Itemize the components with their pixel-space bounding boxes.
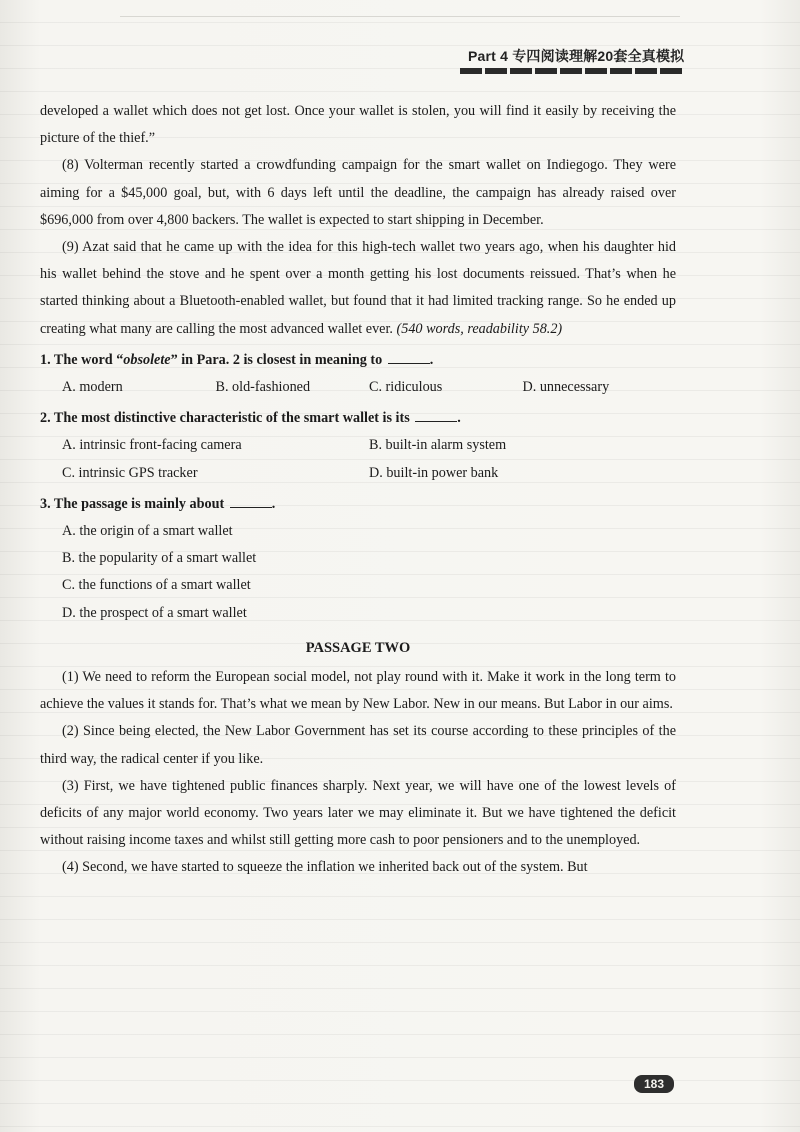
question-2-options-row-1 bbox=[40, 432, 676, 459]
passage-two-title: PASSAGE TWO bbox=[305, 639, 411, 656]
question-2-end: . bbox=[457, 410, 461, 427]
option: C. intrinsic GPS tracker bbox=[62, 464, 198, 481]
stats-note: (540 words, readability 58.2) bbox=[396, 320, 563, 337]
option: B. old-fashioned bbox=[215, 379, 311, 396]
question-1-keyword: obsolete bbox=[123, 351, 171, 368]
answer-blank bbox=[415, 409, 457, 422]
paragraph-9-text: (9) Azat said that he came up with the idea for this high-tech wallet two years ago, when his daughter hid his wallet behind the stove and he spent over a month getting his lost documents reissued. That’s when he started thinking about a Bluetooth-enabled wallet, but found that it had limited tracking range. So he ended up creating what many are calling the most advanced wallet ever. bbox=[40, 239, 676, 337]
passage-two-paragraph-4: (4) Second, we have started to squeeze the inflation we inherited back out of the system. But bbox=[62, 859, 588, 876]
question-2-options-row-2 bbox=[40, 460, 676, 487]
option: B. the popularity of a smart wallet bbox=[62, 550, 257, 567]
question-1-options bbox=[40, 374, 676, 401]
option: C. the functions of a smart wallet bbox=[62, 577, 251, 594]
question-3-end: . bbox=[271, 495, 276, 512]
top-edge-line bbox=[120, 16, 680, 17]
answer-blank bbox=[230, 495, 272, 508]
question-1-prefix: 1. The word “ bbox=[40, 351, 124, 368]
paragraph-continued: developed a wallet which does not get lost. Once your wallet is stolen, you will find it easily by receiving the picture of the thief.” bbox=[40, 103, 676, 147]
header-rule bbox=[460, 68, 684, 74]
option: D. built-in power bank bbox=[369, 464, 499, 481]
passage-two-paragraph-3: (3) First, we have tightened public finances sharply. Next year, we will have one of the lowest levels of deficits of any major world economy. Two years later we may eliminate it. But we have tightened the deficit without raising income taxes and whilst still getting more cash to poor pensioners and to the unemployed. bbox=[40, 777, 676, 849]
running-header: Part 4 专四阅读理解20套全真模拟 bbox=[468, 48, 685, 64]
question-3 bbox=[40, 491, 676, 518]
page-content bbox=[40, 98, 676, 882]
option: A. the origin of a smart wallet bbox=[62, 523, 233, 540]
question-2-text: 2. The most distinctive characteristic of the smart wallet is its bbox=[40, 410, 410, 427]
question-2 bbox=[40, 405, 676, 432]
question-1-end: . bbox=[429, 351, 434, 368]
question-1 bbox=[40, 347, 676, 374]
option: C. ridiculous bbox=[369, 379, 443, 396]
option: A. modern bbox=[62, 379, 123, 396]
answer-blank bbox=[388, 351, 430, 364]
passage-two-paragraph-1: (1) We need to reform the European social model, not play round with it. Make it work in the long term to achieve the values it stands for. That’s what we mean by New Labor. New in our means. But Labor in our aims. bbox=[40, 669, 676, 713]
option: A. intrinsic front-facing camera bbox=[62, 437, 242, 454]
paragraph-8: (8) Volterman recently started a crowdfunding campaign for the smart wallet on Indiegogo. They were aiming for a $45,000 goal, but, with 6 days left until the deadline, the campaign has already raised over $696,000 from over 4,800 backers. The wallet is expected to start shipping in December. bbox=[40, 157, 676, 228]
passage-two-paragraph-2: (2) Since being elected, the New Labor Government has set its course according to these principles of the third way, the radical center if you like. bbox=[40, 723, 676, 767]
question-3-text: 3. The passage is mainly about bbox=[40, 495, 225, 512]
paragraph-9 bbox=[40, 234, 676, 343]
option: D. the prospect of a smart wallet bbox=[62, 604, 247, 621]
option: D. unnecessary bbox=[522, 379, 610, 396]
option: B. built-in alarm system bbox=[369, 437, 507, 454]
question-1-suffix: ” in Para. 2 is closest in meaning to bbox=[170, 351, 383, 368]
page-number: 183 bbox=[634, 1075, 674, 1093]
